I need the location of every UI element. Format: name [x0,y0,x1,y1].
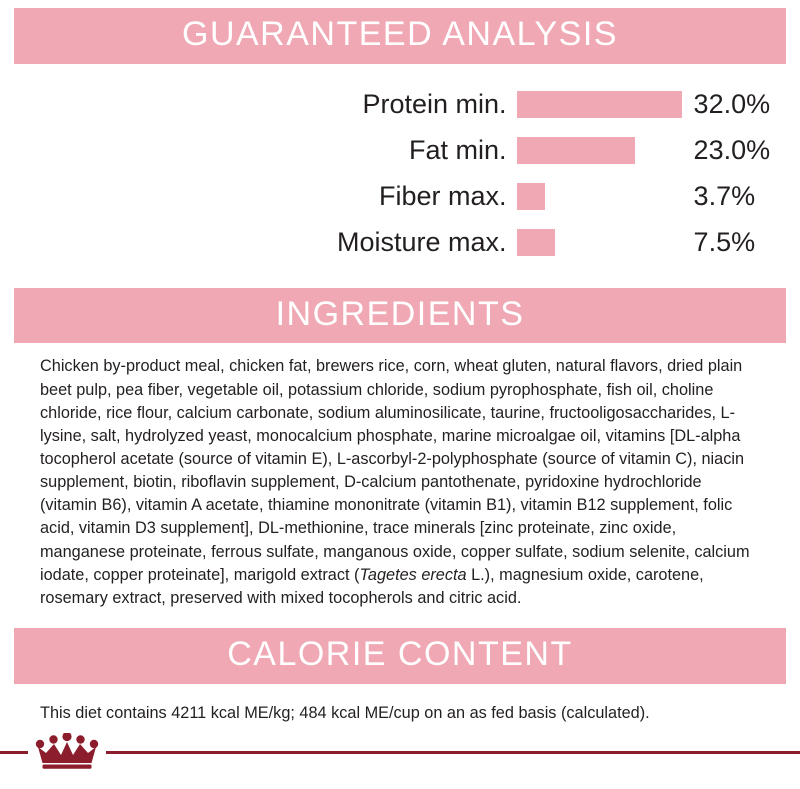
ga-bar-moisture [517,229,556,256]
ingredients-text-part-1: Chicken by-product meal, chicken fat, brewers rice, corn, wheat gluten, natural flavors, dried plain beet pulp, pea fiber, vegetable oil, potassium chloride, sodium pyrophosphate, fish oil, choline chloride, rice flour, calcium carbonate, sodium aluminosilicate, taurine, fructooligosaccharides, L-lysine, salt, hydrolyzed yeast, monocalcium phosphate, marine microalgae oil, vitamins [DL-alpha tocopherol acetate (source of vitamin E), L-ascorbyl-2-polyphosphate (source of vitamin C), niacin supplement, biotin, riboflavin supplement, D-calcium pantothenate, pyridoxine hydrochloride (vitamin B6), vitamin A acetate, thiamine mononitrate (vitamin B1), vitamin B12 supplement, folic acid, vitamin D3 supplement], DL-methionine, trace minerals [zinc proteinate, zinc oxide, manganese proteinate, ferrous sulfate, manganous oxide, copper sulfate, sodium selenite, calcium iodate, copper proteinate], marigold extract ( [40,357,750,584]
crown-icon [32,733,102,773]
ingredients-text-part-2: L.), magnesium oxide, carotene, rosemary extract, preserved with mixed tocopherols and citric acid. [40,565,704,607]
ga-bar-protein [517,91,682,118]
table-row [0,128,800,174]
row-spacer [0,128,336,174]
ga-value-fiber: 3.7% [693,181,756,212]
ga-bar-fat [517,137,636,164]
calorie-content-heading: CALORIE CONTENT [14,628,786,684]
ga-label-moisture: Moisture max. [337,227,507,258]
ga-barcell-protein [517,82,682,128]
ingredients-text [40,355,760,610]
guaranteed-analysis-chart [0,82,800,266]
row-spacer [0,220,336,266]
table-row [0,174,800,220]
row-spacer [0,174,336,220]
ga-label-protein: Protein min. [362,89,507,120]
ga-barcell-fat [517,128,682,174]
table-row [0,82,800,128]
ga-barcell-fiber [517,174,682,220]
ingredients-heading: INGREDIENTS [14,288,786,344]
ga-value-fat: 23.0% [693,135,771,166]
footer-divider [0,751,800,754]
ga-label-fiber: Fiber max. [379,181,507,212]
guaranteed-analysis-heading: GUARANTEED ANALYSIS [14,8,786,64]
ga-barcell-moisture [517,220,682,266]
ga-value-protein: 32.0% [693,89,771,120]
table-row [0,220,800,266]
row-spacer [0,82,336,128]
ga-value-moisture: 7.5% [693,227,756,258]
nutrition-panel [0,8,800,789]
ga-label-fat: Fat min. [409,135,507,166]
ingredients-latin-name: Tagetes erecta [359,565,467,584]
ga-bar-fiber [517,183,545,210]
calorie-content-text: This diet contains 4211 kcal ME/kg; 484 kcal ME/cup on an as fed basis (calculated). [40,703,650,722]
